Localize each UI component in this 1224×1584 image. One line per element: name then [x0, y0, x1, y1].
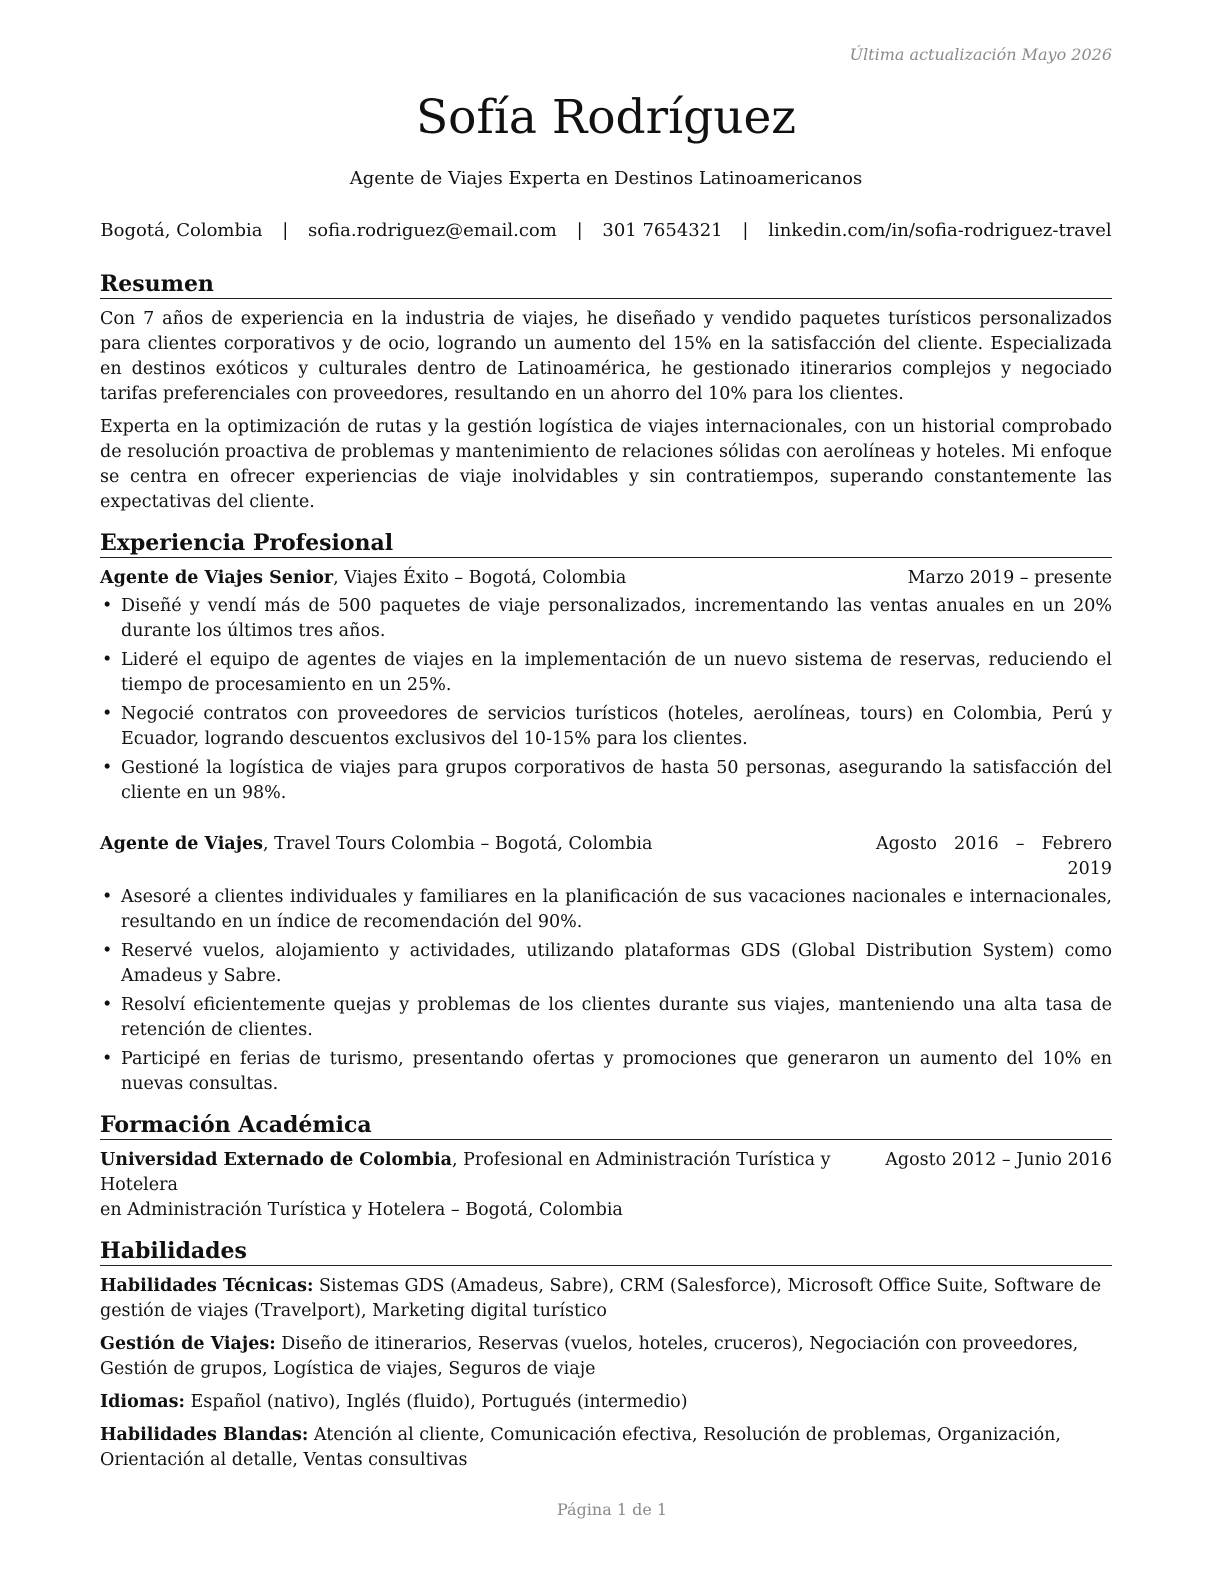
skill-item	[100, 1390, 1112, 1415]
list-item	[100, 648, 1112, 698]
education-header	[100, 1148, 1112, 1198]
bullet-icon: •	[102, 1049, 113, 1069]
contact-separator: |	[742, 220, 749, 241]
list-item	[100, 756, 1112, 806]
experience-section	[100, 529, 1112, 1097]
bullet-icon: •	[102, 941, 113, 961]
bullet-icon: •	[102, 650, 113, 670]
skill-label: Idiomas:	[100, 1392, 185, 1412]
job-role: Agente de Viajes	[100, 834, 264, 854]
skill-label: Gestión de Viajes:	[100, 1334, 276, 1354]
candidate-headline: Agente de Viajes Experta en Destinos Latinoamericanos	[349, 168, 863, 189]
contact-phone: 301 7654321	[602, 220, 723, 241]
job-role: Agente de Viajes Senior	[100, 568, 334, 588]
summary-paragraph: Experta en la optimización de rutas y la gestión logística de viajes internacionales, con un historial comprobado de resolución proactiva de problemas y mantenimiento de relaciones sólidas con aerolíneas y hoteles. Mi enfoque se centra en ofrecer experiencias de viaje inolvidables y sin contratiempos, superando constantemente las expectativas del cliente.	[100, 417, 1112, 512]
job-header	[100, 832, 1112, 882]
candidate-name: Sofía Rodríguez	[415, 90, 797, 145]
bullet-text: Negocié contratos con proveedores de servicios turísticos (hoteles, aerolíneas, tours) en Colombia, Perú y Ecuador, logrando descuentos exclusivos del 10-15% para los clientes.	[121, 704, 1112, 749]
contact-separator: |	[576, 220, 583, 241]
skill-item	[100, 1332, 1112, 1382]
list-item	[100, 993, 1112, 1043]
bullet-icon: •	[102, 758, 113, 778]
education-section	[100, 1111, 1112, 1223]
job-spacer	[100, 810, 1112, 828]
job-dates: Marzo 2019 – presente	[907, 568, 1112, 588]
skill-text: Español (nativo), Inglés (fluido), Portugués (intermedio)	[184, 1392, 688, 1412]
skill-label: Habilidades Técnicas:	[100, 1276, 314, 1296]
bullet-text: Resolví eficientemente quejas y problemas de los clientes durante sus viajes, manteniendo una alta tasa de retención de clientes.	[121, 995, 1112, 1040]
job-entry	[100, 832, 1112, 1097]
bullet-text: Gestioné la logística de viajes para grupos corporativos de hasta 50 personas, asegurando la satisfacción del cliente en un 98%.	[121, 758, 1112, 803]
list-item	[100, 939, 1112, 989]
job-bullets	[100, 594, 1112, 806]
section-title-summary: Resumen	[100, 270, 1112, 299]
skill-text: Sistemas GDS (Amadeus, Sabre), CRM (Salesforce), Microsoft Office Suite, Software de gestión de viajes (Travelport), Marketing digital turístico	[100, 1276, 1102, 1321]
skill-text: Atención al cliente, Comunicación efectiva, Resolución de problemas, Organización, Orientación al detalle, Ventas consultivas	[100, 1425, 1061, 1470]
contact-location: Bogotá, Colombia	[100, 220, 263, 241]
job-header	[100, 566, 1112, 591]
job-title-line	[100, 566, 626, 591]
bullet-text: Asesoré a clientes individuales y familiares en la planificación de sus vacaciones nacionales e internacionales, resultando en un índice de recomendación del 90%.	[121, 887, 1112, 932]
education-institution: Universidad Externado de Colombia	[100, 1150, 452, 1170]
last-updated: Última actualización Mayo 2026	[849, 45, 1112, 64]
list-item	[100, 594, 1112, 644]
skill-item	[100, 1423, 1112, 1473]
education-detail: en Administración Turística y Hotelera – Bogotá, Colombia	[100, 1200, 623, 1220]
list-item	[100, 885, 1112, 935]
bullet-icon: •	[102, 596, 113, 616]
resume-content	[100, 270, 1112, 1487]
education-program: , Profesional en Administración Turística y Hotelera	[100, 1150, 831, 1195]
job-company: , Viajes Éxito – Bogotá, Colombia	[333, 568, 627, 588]
section-title-experience: Experiencia Profesional	[100, 529, 1112, 558]
summary-section	[100, 270, 1112, 515]
skill-item	[100, 1274, 1112, 1324]
job-entry	[100, 566, 1112, 806]
skills-section	[100, 1237, 1112, 1473]
job-dates: Agosto 2016 – Febrero 2019	[876, 834, 1112, 879]
bullet-text: Lideré el equipo de agentes de viajes en la implementación de un nuevo sistema de reservas, reduciendo el tiempo de procesamiento en un 25%.	[121, 650, 1112, 695]
contact-separator: |	[282, 220, 289, 241]
job-company: , Travel Tours Colombia – Bogotá, Colombia	[263, 834, 653, 854]
skill-text: Diseño de itinerarios, Reservas (vuelos, hoteles, cruceros), Negociación con proveedores, Gestión de grupos, Logística de viajes, Seguros de viaje	[100, 1334, 1079, 1379]
education-title-line	[100, 1148, 885, 1198]
bullet-text: Participé en ferias de turismo, presentando ofertas y promociones que generaron un aumento del 10% en nuevas consultas.	[121, 1049, 1112, 1094]
section-title-skills: Habilidades	[100, 1237, 1112, 1266]
page-number: Página 1 de 1	[556, 1500, 668, 1519]
bullet-text: Diseñé y vendí más de 500 paquetes de viaje personalizados, incrementando las ventas anuales en un 20% durante los últimos tres años.	[121, 596, 1112, 641]
list-item	[100, 1047, 1112, 1097]
bullet-text: Reservé vuelos, alojamiento y actividades, utilizando plataformas GDS (Global Distribution System) como Amadeus y Sabre.	[121, 941, 1112, 986]
skill-label: Habilidades Blandas:	[100, 1425, 309, 1445]
contact-line	[100, 220, 1112, 242]
job-title-line	[100, 832, 652, 882]
contact-linkedin[interactable]: linkedin.com/in/sofia-rodriguez-travel	[768, 220, 1112, 241]
job-bullets	[100, 885, 1112, 1097]
list-item	[100, 702, 1112, 752]
contact-email[interactable]: sofia.rodriguez@email.com	[308, 220, 557, 241]
summary-paragraph: Con 7 años de experiencia en la industria de viajes, he diseñado y vendido paquetes turísticos personalizados para clientes corporativos y de ocio, logrando un aumento del 15% en la satisfacción del cliente. Especializada en destinos exóticos y culturales dentro de Latinoamérica, he gestionado itinerarios complejos y negociado tarifas preferenciales con proveedores, resultando en un ahorro del 10% para los clientes.	[100, 309, 1112, 404]
section-title-education: Formación Académica	[100, 1111, 1112, 1140]
education-dates: Agosto 2012 – Junio 2016	[885, 1150, 1112, 1170]
bullet-icon: •	[102, 887, 113, 907]
bullet-icon: •	[102, 704, 113, 724]
bullet-icon: •	[102, 995, 113, 1015]
